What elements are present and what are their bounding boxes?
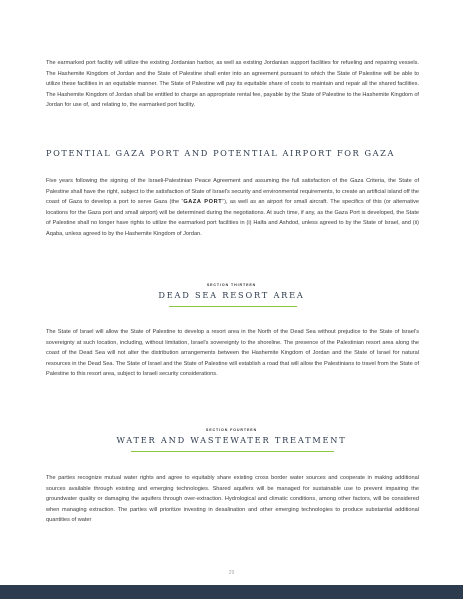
footer-bar <box>0 585 463 599</box>
paragraph-port-facility: The earmarked port facility will utilize the existing Jordanian harbor, as well as existing Jordanian support facilities for refueling and repairing vessels. The Hashemite Kingdom of Jordan and the State of Palestine shall enter into an agreement pursuant to which the State of Palestine will be able to utilize these facilities in an equitable manner. The State of Palestine will pay its equitable share of costs to maintain and repair all the shared facilities. The Hashemite Kingdom of Jordan shall be entitled to charge an appropriate rental fee, payable by the State of Palestine to the Hashemite Kingdom of Jordan for use of, and relating to, the earmarked port facility. <box>46 60 419 109</box>
paragraph-water: The parties recognize mutual water rights and agree to equitably share existing cross border water sources and cooperate in making additional sources available through existing and emerging technologies. Shared aquifers will be managed for sustainable use to prevent impairing the groundwater quality or damaging the aquifers through over-extraction. Hydrological and climatic conditions, among other factors, will be considered when managing extraction. The parties will prioritize investing in desalination and other emerging technologies to produce substantial additional quantities of water <box>46 475 419 524</box>
paragraph-gaza-port-part2: ”), as well as an airport for small aircraft. The specifics of this (or alternative locations for the Gaza port and small airport) will be determined during the negotiations. At such time, if any, as the Gaza Port is developed, the State of Palestine shall no longer have rights to utilize the earmarked port facilities in (i) Haifa and Ashdod, unless agreed to by the State of Israel, and (ii) Aqaba, unless agreed to by the Hashemite Kingdom of Jordan. <box>46 199 419 237</box>
section-fourteen-label: SECTION FOURTEEN <box>205 428 258 432</box>
section-fourteen-rule <box>131 451 334 452</box>
page-number: 29 <box>228 570 235 576</box>
defined-term-gaza-port: GAZA PORT <box>183 199 223 206</box>
section-fourteen-title: WATER AND WASTEWATER TREATMENT <box>116 435 347 445</box>
section-thirteen-rule <box>169 306 297 307</box>
section-thirteen-title: DEAD SEA RESORT AREA <box>158 290 305 300</box>
section-thirteen-label: SECTION THIRTEEN <box>206 283 257 287</box>
paragraph-gaza-port-part1: Five years following the signing of the Israeli-Palestinian Peace Agreement and assuming the full satisfaction of the Gaza Criteria, the State of Palestine shall have the right, subject to the satisfaction of State of Israel's security and environmental requirements, to create an artificial island off the coast of Gaza to develop a port to serve Gaza (the “ <box>46 178 419 206</box>
paragraph-dead-sea: The State of Israel will allow the State of Palestine to develop a resort area in the North of the Dead Sea without prejudice to the State of Israel's sovereignty at such location, including, without limitation, Israel's sovereignty to the shoreline. The presence of the Palestinian resort area along the coast of the Dead Sea will not alter the distribution arrangements between the Hashemite Kingdom of Jordan and the State of Israel for natural resources in the Dead Sea. The State of Israel and the State of Palestine will establish a road that will allow the Palestinians to travel from the State of Palestine to this resort area, subject to Israeli security considerations. <box>46 329 419 378</box>
heading-gaza-port: POTENTIAL GAZA PORT AND POTENTIAL AIRPORT FOR GAZA <box>46 148 395 158</box>
paragraph-gaza-port <box>46 176 419 240</box>
